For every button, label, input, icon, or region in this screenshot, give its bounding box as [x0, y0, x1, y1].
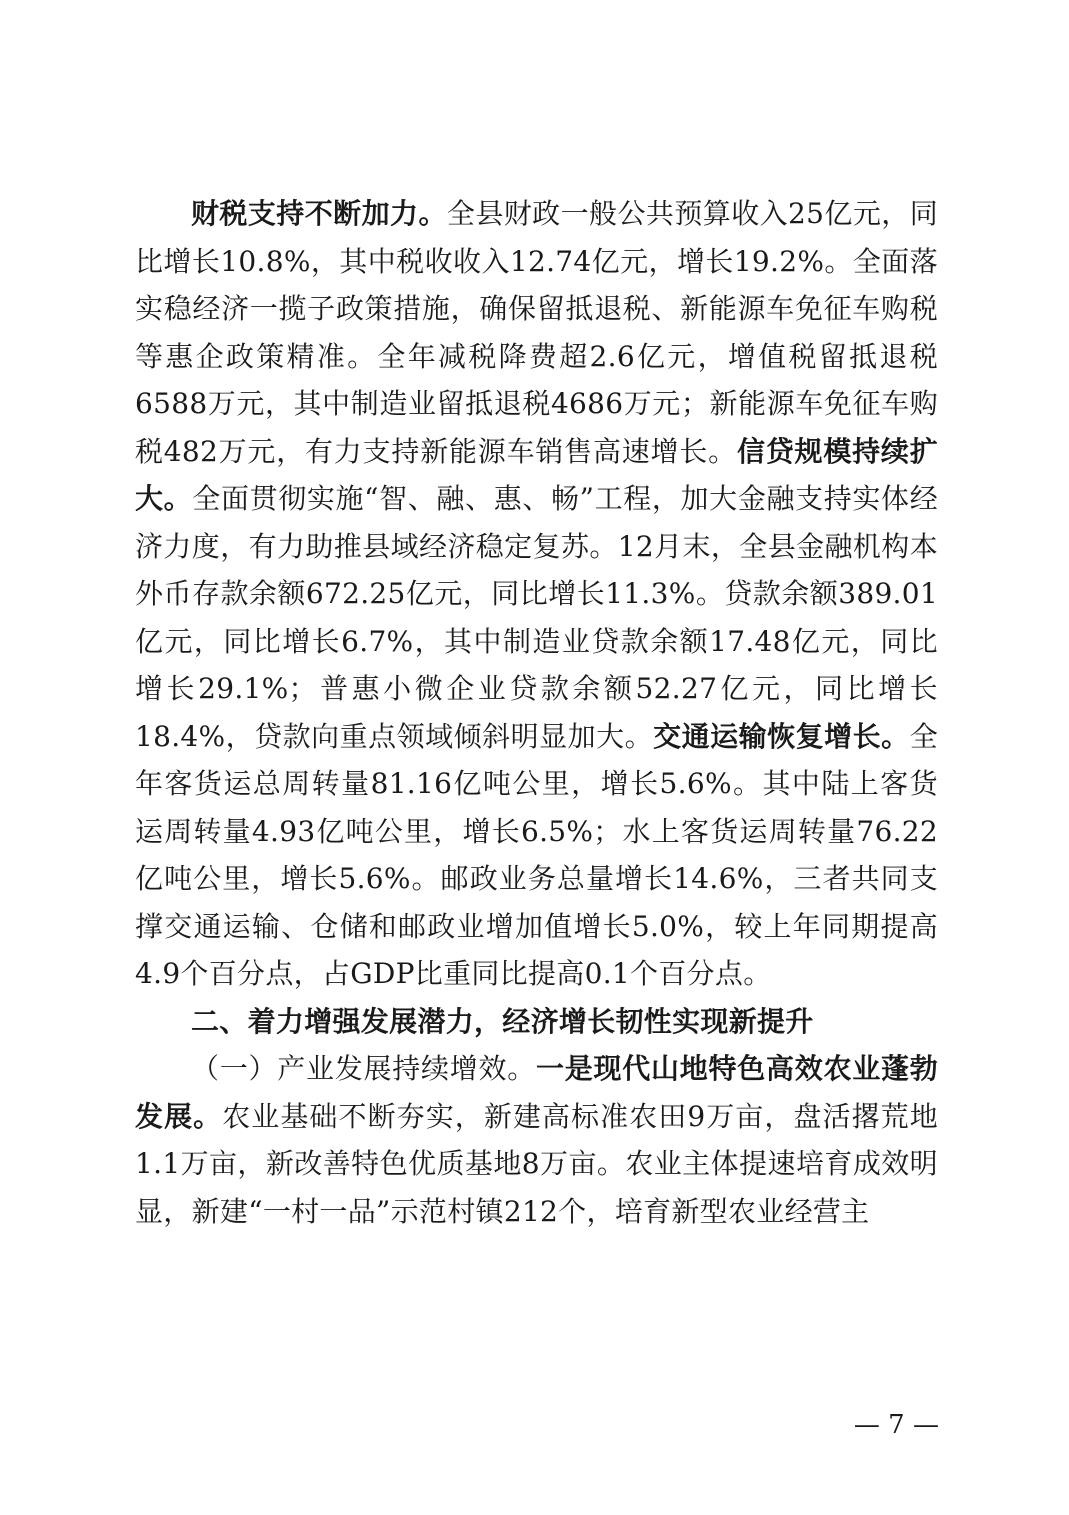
industry-paragraph	[135, 1045, 938, 1235]
lead-transport: 交通运输恢复增长。	[653, 719, 910, 753]
transport-text: 全年客货运总周转量81.16亿吨公里，增长5.6%。其中陆上客货运周转量4.93亿吨公里，增长6.5%；水上客货运周转量76.22亿吨公里，增长5.6%。邮政业务总量增长14.6%，三者共同支撑交通运输、仓储和邮政业增加值增长5.0%，较上年同期提高4.9个百分点，占GDP比重同比提高0.1个百分点。	[135, 719, 938, 990]
lead-agriculture: 一是现代山地特色高效农业蓬勃发展。	[135, 1052, 939, 1133]
agriculture-text: 农业基础不断夯实，新建高标准农田9万亩，盘活撂荒地1.1万亩，新改善特色优质基地8万亩。农业主体提速培育成效明显，新建“一村一品”示范村镇212个，培育新型农业经营主	[135, 1099, 938, 1228]
fiscal-text: 全县财政一般公共预算收入25亿元，同比增长10.8%，其中税收收入12.74亿元，增长19.2%。全面落实稳经济一揽子政策措施，确保留抵退税、新能源车免征车购税等惠企政策精准。全年减税降费超2.6亿元，增值税留抵退税6588万元，其中制造业留抵退税4686万元；新能源车免征车购税482万元，有力支持新能源车销售高速增长。	[135, 197, 939, 468]
finance-paragraph	[135, 190, 938, 998]
subsection-label: （一）产业发展持续增效。	[191, 1052, 536, 1085]
section-heading: 二、着力增强发展潜力，经济增长韧性实现新提升	[191, 1004, 814, 1038]
document-body	[135, 190, 938, 1235]
lead-credit-scale: 信贷规模持续扩大。	[135, 434, 939, 515]
credit-text: 全面贯彻实施“智、融、惠、畅”工程，加大金融支持实体经济力度，有力助推县域经济稳定复苏。12月末，全县金融机构本外币存款余额672.25亿元，同比增长11.3%。贷款余额389.01亿元，同比增长6.7%，其中制造业贷款余额17.48亿元，同比增长29.1%；普惠小微企业贷款余额52.27亿元，同比增长18.4%，贷款向重点领域倾斜明显加大。	[135, 482, 938, 753]
page-number: — 7 —	[853, 1410, 939, 1440]
lead-fiscal-support: 财税支持不断加力。	[191, 197, 447, 230]
